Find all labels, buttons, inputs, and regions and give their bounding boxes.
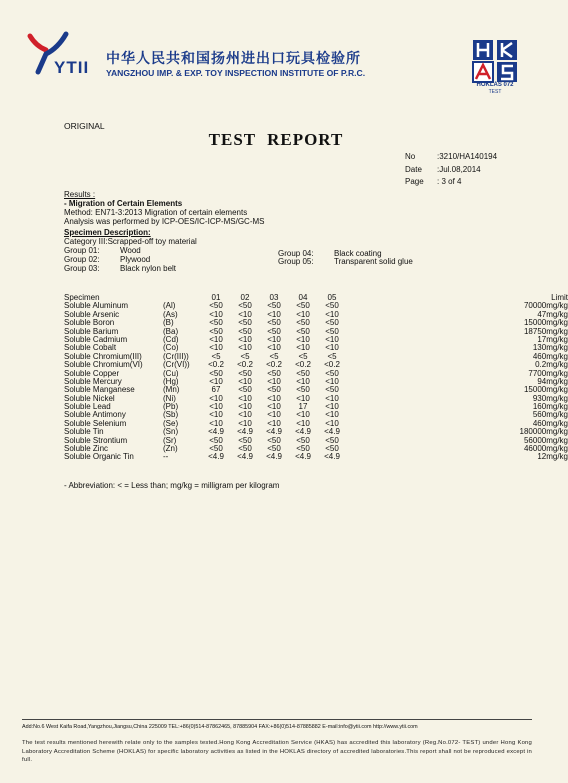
- element-name: Soluble Chromium(III): [64, 351, 142, 361]
- hkas-accreditation-mark-icon: [470, 37, 520, 87]
- element-symbol: (Mn): [163, 385, 180, 395]
- limit-value: 15000mg/kg: [523, 318, 568, 328]
- result-value: <10: [325, 376, 339, 386]
- result-value: <50: [325, 444, 339, 454]
- element-symbol: (Cr(VI)): [163, 360, 190, 370]
- result-value: <0.2: [324, 360, 340, 370]
- group-label: Group 02:: [64, 255, 100, 264]
- element-name: Soluble Manganese: [64, 385, 135, 395]
- result-value: <50: [209, 368, 223, 378]
- result-value: <50: [238, 318, 252, 328]
- result-value: <50: [267, 368, 281, 378]
- result-value: <50: [296, 368, 310, 378]
- result-value: <10: [267, 402, 281, 412]
- result-value: <10: [296, 418, 310, 428]
- limit-value: 18750mg/kg: [523, 326, 568, 336]
- group-desc: Wood: [120, 246, 141, 255]
- limit-value: 47mg/kg: [537, 309, 568, 319]
- result-value: <50: [267, 444, 281, 454]
- footer-accreditation-note: The test results mentioned herewith relate only to the samples tested.Hong Kong Accreditation Service (HKAS) has accredited this laboratory (Reg.No.072- TEST) under Hong Kong Laboratory Accreditation Scheme (HOKLAS) for specific laboratory activities as listed in the HOKLAS directory of accredited laboratories.This report shall not be reproduced except in full.: [22, 740, 532, 764]
- result-value: <50: [325, 385, 339, 395]
- result-value: <50: [296, 301, 310, 311]
- element-symbol: (Sb): [163, 410, 179, 420]
- specimen-results-table: [64, 293, 568, 462]
- hoklas-number: HOKLAS 072: [476, 82, 514, 88]
- meta-key-date: Date: [405, 165, 422, 174]
- result-value: <5: [269, 351, 279, 361]
- result-value: <4.9: [324, 452, 340, 462]
- result-value: <50: [267, 301, 281, 311]
- result-value: <50: [296, 385, 310, 395]
- result-value: <10: [267, 418, 281, 428]
- limit-value: 0.2mg/kg: [535, 360, 568, 370]
- result-value: <10: [325, 334, 339, 344]
- table-row: [64, 435, 568, 445]
- result-value: <5: [240, 351, 250, 361]
- element-name: Soluble Cobalt: [64, 343, 117, 353]
- result-value: <4.9: [208, 452, 224, 462]
- group-desc: Black coating: [334, 249, 382, 258]
- group-desc: Black nylon belt: [120, 264, 177, 273]
- result-value: <50: [209, 435, 223, 445]
- result-value: <0.2: [295, 360, 311, 370]
- group-label: Group 03:: [64, 264, 100, 273]
- result-value: <10: [209, 334, 223, 344]
- limit-value: 15000mg/kg: [523, 385, 568, 395]
- result-value: <10: [209, 418, 223, 428]
- element-name: Soluble Aluminum: [64, 301, 129, 311]
- element-name: Soluble Arsenic: [64, 309, 120, 319]
- header-limit: Limit: [551, 293, 568, 302]
- element-symbol: (Cd): [163, 334, 179, 344]
- result-value: <10: [209, 309, 223, 319]
- limit-value: 94mg/kg: [537, 376, 568, 386]
- result-value: <10: [238, 410, 252, 420]
- element-symbol: (Co): [163, 343, 179, 353]
- result-value: <50: [238, 326, 252, 336]
- result-value: <10: [296, 343, 310, 353]
- result-value: <50: [296, 318, 310, 328]
- result-value: <50: [238, 301, 252, 311]
- limit-value: 70000mg/kg: [523, 301, 568, 311]
- element-name: Soluble Strontium: [64, 435, 128, 445]
- table-row: [64, 393, 568, 403]
- result-value: <50: [209, 301, 223, 311]
- abbreviation-note: - Abbreviation: < = Less than; mg/kg = milligram per kilogram: [64, 481, 280, 490]
- result-value: <10: [238, 393, 252, 403]
- limit-value: 17mg/kg: [537, 334, 568, 344]
- result-value: <10: [238, 418, 252, 428]
- header-col: 04: [298, 293, 308, 302]
- footer-address: Add:No.6 West Kaifa Road,Yangzhou,Jiangsu,China 225009 TEL:+86(0)514-87862465, 87885904 FAX:+86(0)514-87885882 E-mail:info@ytii.com http://www.ytii.com: [22, 724, 418, 730]
- element-name: Soluble Lead: [64, 402, 111, 412]
- result-value: 17: [298, 402, 308, 412]
- element-symbol: (Se): [163, 418, 179, 428]
- meta-value-no: :3210/HA140194: [437, 152, 498, 161]
- result-value: <0.2: [266, 360, 282, 370]
- element-symbol: (Sr): [163, 435, 177, 445]
- table-row: [64, 301, 568, 311]
- result-value: <4.9: [295, 427, 311, 437]
- result-value: <50: [325, 326, 339, 336]
- result-value: <10: [238, 402, 252, 412]
- result-value: <10: [296, 334, 310, 344]
- result-value: <10: [325, 410, 339, 420]
- result-value: <10: [209, 376, 223, 386]
- result-value: <50: [296, 326, 310, 336]
- element-symbol: (Ni): [163, 393, 176, 403]
- result-value: <50: [325, 301, 339, 311]
- group-label: Group 01:: [64, 246, 100, 255]
- element-name: Soluble Boron: [64, 318, 115, 328]
- result-value: <10: [238, 376, 252, 386]
- element-symbol: (B): [163, 318, 174, 328]
- table-row: [64, 318, 568, 328]
- result-value: <10: [238, 309, 252, 319]
- result-value: <50: [267, 435, 281, 445]
- result-value: <5: [298, 351, 308, 361]
- element-name: Soluble Selenium: [64, 418, 127, 428]
- result-value: <10: [267, 309, 281, 319]
- element-name: Soluble Nickel: [64, 393, 115, 403]
- result-value: <4.9: [208, 427, 224, 437]
- result-value: <10: [296, 309, 310, 319]
- header-col: 03: [269, 293, 279, 302]
- result-value: <50: [296, 435, 310, 445]
- result-value: <5: [211, 351, 221, 361]
- hoklas-test-label: TEST: [488, 89, 502, 95]
- result-value: <50: [325, 435, 339, 445]
- result-value: <10: [325, 402, 339, 412]
- result-value: <10: [209, 402, 223, 412]
- result-value: <50: [238, 368, 252, 378]
- result-value: <10: [296, 376, 310, 386]
- element-name: Soluble Tin: [64, 427, 104, 437]
- result-value: <10: [209, 410, 223, 420]
- original-label: ORIGINAL: [64, 121, 105, 131]
- element-name: Soluble Barium: [64, 326, 119, 336]
- logo-text: YTII: [54, 58, 90, 77]
- result-value: <50: [209, 326, 223, 336]
- result-value: <10: [238, 334, 252, 344]
- element-symbol: (Pb): [163, 402, 179, 412]
- table-row: [64, 334, 568, 344]
- header-col: 05: [327, 293, 337, 302]
- table-row: [64, 410, 568, 420]
- category-text: Category III:Scrapped-off toy material: [64, 237, 197, 246]
- result-value: <4.9: [324, 427, 340, 437]
- result-value: <10: [209, 343, 223, 353]
- element-symbol: --: [163, 452, 169, 462]
- result-value: <4.9: [295, 452, 311, 462]
- result-value: <50: [267, 385, 281, 395]
- result-value: <50: [238, 444, 252, 454]
- element-name: Soluble Organic Tin: [64, 452, 134, 462]
- element-name: Soluble Cadmium: [64, 334, 128, 344]
- result-value: <10: [267, 410, 281, 420]
- result-value: <10: [267, 334, 281, 344]
- meta-value-date: :Jul.08,2014: [437, 165, 481, 174]
- result-value: <50: [267, 318, 281, 328]
- group-label: Group 05:: [278, 257, 314, 266]
- header-col: 01: [211, 293, 221, 302]
- result-value: <5: [327, 351, 337, 361]
- table-row: [64, 368, 568, 378]
- limit-value: 12mg/kg: [537, 452, 568, 462]
- specimen-description-heading: Specimen Description:: [64, 228, 151, 237]
- result-value: <4.9: [237, 452, 253, 462]
- report-title: TEST REPORT: [208, 130, 344, 149]
- table-row: [64, 326, 568, 336]
- method-text: Method: EN71-3:2013 Migration of certain elements: [64, 208, 248, 217]
- group-desc: Transparent solid glue: [334, 257, 413, 266]
- institute-name-chinese: 中华人民共和国扬州进出口玩具检验所: [106, 50, 361, 66]
- limit-value: 460mg/kg: [532, 418, 568, 428]
- limit-value: 46000mg/kg: [523, 444, 568, 454]
- result-value: <10: [267, 393, 281, 403]
- limit-value: 56000mg/kg: [523, 435, 568, 445]
- element-name: Soluble Chromium(VI): [64, 360, 143, 370]
- header-specimen: Specimen: [64, 293, 100, 302]
- meta-key-page: Page: [405, 177, 424, 186]
- element-symbol: (Cu): [163, 368, 179, 378]
- limit-value: 7700mg/kg: [528, 368, 568, 378]
- result-value: 67: [211, 385, 221, 395]
- element-symbol: (Hg): [163, 376, 179, 386]
- result-value: <10: [296, 410, 310, 420]
- element-name: Soluble Zinc: [64, 444, 109, 454]
- meta-value-page: : 3 of 4: [437, 177, 462, 186]
- section-title: - Migration of Certain Elements: [64, 199, 183, 208]
- table-row: [64, 418, 568, 428]
- limit-value: 180000mg/kg: [519, 427, 568, 437]
- header-col: 02: [240, 293, 250, 302]
- result-value: <10: [325, 393, 339, 403]
- result-value: <4.9: [237, 427, 253, 437]
- result-value: <50: [325, 318, 339, 328]
- limit-value: 930mg/kg: [532, 393, 568, 403]
- result-value: <10: [296, 393, 310, 403]
- result-value: <50: [209, 444, 223, 454]
- result-value: <4.9: [266, 427, 282, 437]
- result-value: <10: [238, 343, 252, 353]
- result-value: <10: [267, 343, 281, 353]
- element-name: Soluble Mercury: [64, 376, 122, 386]
- table-row: [64, 452, 568, 462]
- result-value: <10: [325, 418, 339, 428]
- group-desc: Plywood: [120, 255, 151, 264]
- element-symbol: (Zn): [163, 444, 178, 454]
- table-row: [64, 360, 568, 370]
- footer-divider: [22, 719, 532, 720]
- table-body: [64, 301, 568, 462]
- element-name: Soluble Copper: [64, 368, 120, 378]
- element-symbol: (Cr(III)): [163, 351, 189, 361]
- limit-value: 460mg/kg: [532, 351, 568, 361]
- result-value: <10: [267, 376, 281, 386]
- result-value: <10: [325, 343, 339, 353]
- result-value: <50: [267, 326, 281, 336]
- result-value: <50: [296, 444, 310, 454]
- result-value: <50: [238, 385, 252, 395]
- result-value: <0.2: [237, 360, 253, 370]
- table-row: [64, 309, 568, 319]
- analysis-text: Analysis was performed by ICP-OES/IC-ICP-MS/GC-MS: [64, 217, 265, 226]
- result-value: <50: [325, 368, 339, 378]
- element-symbol: (As): [163, 309, 178, 319]
- element-symbol: (Al): [163, 301, 176, 311]
- table-row: [64, 402, 568, 412]
- limit-value: 130mg/kg: [532, 343, 568, 353]
- table-row: [64, 427, 568, 437]
- element-symbol: (Ba): [163, 326, 179, 336]
- element-name: Soluble Antimony: [64, 410, 126, 420]
- result-value: <10: [325, 309, 339, 319]
- meta-key-no: No: [405, 152, 416, 161]
- limit-value: 160mg/kg: [532, 402, 568, 412]
- result-value: <50: [209, 318, 223, 328]
- group-label: Group 04:: [278, 249, 314, 258]
- result-value: <10: [209, 393, 223, 403]
- results-heading: Results :: [64, 190, 96, 199]
- table-row: [64, 385, 568, 395]
- result-value: <50: [238, 435, 252, 445]
- element-symbol: (Sn): [163, 427, 179, 437]
- limit-value: 560mg/kg: [532, 410, 568, 420]
- table-header-row: [64, 293, 568, 302]
- result-value: <0.2: [208, 360, 224, 370]
- result-value: <4.9: [266, 452, 282, 462]
- institute-name-english: YANGZHOU IMP. & EXP. TOY INSPECTION INSTITUTE OF P.R.C.: [106, 68, 366, 78]
